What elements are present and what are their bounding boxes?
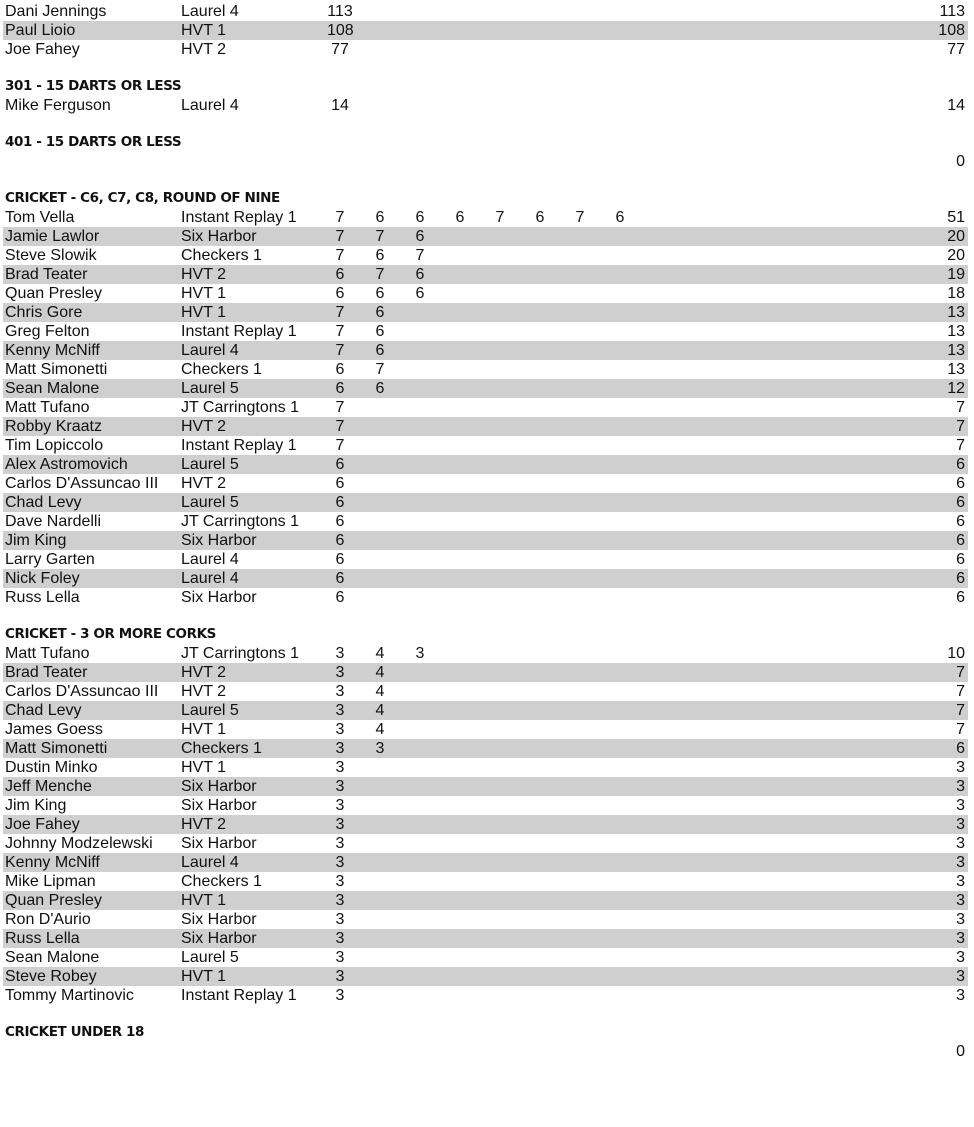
score-cell: 6 xyxy=(375,285,385,302)
score-cell: 3 xyxy=(415,645,425,662)
score-cell: 3 xyxy=(335,702,345,719)
score-cell: 6 xyxy=(335,551,345,568)
score-cell: 7 xyxy=(375,228,385,245)
table-row xyxy=(3,720,968,739)
row-total: 7 xyxy=(956,702,965,719)
team-name: Instant Replay 1 xyxy=(181,987,297,1004)
player-name: Tim Lopiccolo xyxy=(5,437,104,454)
team-name: HVT 1 xyxy=(181,759,227,776)
row-total: 3 xyxy=(956,835,965,852)
player-name: Chad Levy xyxy=(5,702,82,719)
player-name: Dani Jennings xyxy=(5,3,107,20)
score-cell: 6 xyxy=(615,209,625,226)
team-name: Laurel 5 xyxy=(181,380,239,397)
table-row xyxy=(3,796,968,815)
score-cell: 3 xyxy=(335,759,345,776)
table-row xyxy=(3,2,968,21)
table-row xyxy=(3,644,968,663)
row-total: 77 xyxy=(947,41,965,58)
table-row xyxy=(3,834,968,853)
player-name: Joe Fahey xyxy=(5,41,80,58)
team-name: Instant Replay 1 xyxy=(181,437,297,454)
table-row xyxy=(3,967,968,986)
team-name: Laurel 4 xyxy=(181,3,239,20)
score-cell: 3 xyxy=(335,911,345,928)
player-name: Jamie Lawlor xyxy=(5,228,100,245)
row-total: 3 xyxy=(956,759,965,776)
team-name: HVT 2 xyxy=(181,418,227,435)
table-row xyxy=(3,512,968,531)
score-cell: 4 xyxy=(375,683,385,700)
table-row xyxy=(3,777,968,796)
score-cell: 7 xyxy=(335,418,345,435)
table-row xyxy=(3,21,968,40)
score-cell: 3 xyxy=(375,740,385,757)
team-name: Laurel 5 xyxy=(181,494,239,511)
row-total: 7 xyxy=(956,418,965,435)
player-name: Mike Ferguson xyxy=(5,97,111,114)
row-total: 108 xyxy=(938,22,965,39)
table-row xyxy=(3,40,968,59)
team-name: Laurel 4 xyxy=(181,551,239,568)
row-total: 3 xyxy=(956,930,965,947)
score-cell: 3 xyxy=(335,873,345,890)
score-cell: 6 xyxy=(335,475,345,492)
team-name: Laurel 4 xyxy=(181,854,239,871)
player-name: Matt Tufano xyxy=(5,399,90,416)
score-cell: 7 xyxy=(335,209,345,226)
player-name: Paul Lioio xyxy=(5,22,76,39)
table-row xyxy=(3,531,968,550)
table-row xyxy=(3,284,968,303)
row-total: 3 xyxy=(956,816,965,833)
table-row xyxy=(3,948,968,967)
team-name: Laurel 5 xyxy=(181,456,239,473)
team-name: HVT 2 xyxy=(181,475,227,492)
row-total: 3 xyxy=(956,968,965,985)
row-total: 7 xyxy=(956,437,965,454)
stats-sheet xyxy=(3,2,968,1061)
table-row xyxy=(3,682,968,701)
player-name: Carlos D'Assuncao III xyxy=(5,683,159,700)
score-cell: 6 xyxy=(335,266,345,283)
table-row xyxy=(3,853,968,872)
score-cell: 6 xyxy=(455,209,465,226)
row-total: 51 xyxy=(947,209,965,226)
score-cell: 6 xyxy=(375,342,385,359)
score-cell: 6 xyxy=(335,570,345,587)
score-cell: 3 xyxy=(335,949,345,966)
score-cell: 4 xyxy=(375,664,385,681)
team-name: Checkers 1 xyxy=(181,247,262,264)
table-row xyxy=(3,588,968,607)
table-row xyxy=(3,569,968,588)
score-cell: 3 xyxy=(335,968,345,985)
score-cell: 108 xyxy=(327,22,354,39)
row-total: 18 xyxy=(947,285,965,302)
table-row xyxy=(3,360,968,379)
player-name: Nick Foley xyxy=(5,570,80,587)
score-cell: 3 xyxy=(335,721,345,738)
player-name: Matt Tufano xyxy=(5,645,90,662)
table-row xyxy=(3,815,968,834)
score-cell: 7 xyxy=(575,209,585,226)
player-name: Sean Malone xyxy=(5,380,100,397)
player-name: Dustin Minko xyxy=(5,759,98,776)
row-total: 6 xyxy=(956,551,965,568)
team-name: HVT 1 xyxy=(181,22,227,39)
player-name: Sean Malone xyxy=(5,949,100,966)
score-cell: 3 xyxy=(335,892,345,909)
table-row xyxy=(3,986,968,1005)
team-name: Checkers 1 xyxy=(181,740,262,757)
score-cell: 3 xyxy=(335,835,345,852)
table-row xyxy=(3,663,968,682)
score-cell: 3 xyxy=(335,645,345,662)
player-name: Chad Levy xyxy=(5,494,82,511)
row-total: 6 xyxy=(956,475,965,492)
score-cell: 4 xyxy=(375,702,385,719)
row-total: 3 xyxy=(956,778,965,795)
score-cell: 7 xyxy=(335,228,345,245)
score-cell: 7 xyxy=(335,342,345,359)
row-total: 113 xyxy=(939,3,965,20)
team-name: Checkers 1 xyxy=(181,873,262,890)
score-cell: 4 xyxy=(375,721,385,738)
row-total: 3 xyxy=(956,873,965,890)
table-row xyxy=(3,96,968,115)
team-name: Six Harbor xyxy=(181,835,257,852)
team-name: Laurel 4 xyxy=(181,570,239,587)
table-row xyxy=(3,227,968,246)
table-row xyxy=(3,246,968,265)
team-name: HVT 2 xyxy=(181,816,227,833)
score-cell: 7 xyxy=(375,266,385,283)
row-total: 3 xyxy=(956,949,965,966)
table-row xyxy=(3,550,968,569)
team-name: JT Carringtons 1 xyxy=(181,513,299,530)
score-cell: 7 xyxy=(415,247,425,264)
player-name: Dave Nardelli xyxy=(5,513,102,530)
score-cell: 3 xyxy=(335,930,345,947)
score-cell: 3 xyxy=(335,664,345,681)
table-row xyxy=(3,493,968,512)
row-total: 3 xyxy=(956,797,965,814)
team-name: Six Harbor xyxy=(181,930,257,947)
score-cell: 7 xyxy=(335,304,345,321)
player-name: Quan Presley xyxy=(5,892,102,909)
team-name: HVT 1 xyxy=(181,721,227,738)
table-row xyxy=(3,872,968,891)
player-name: Brad Teater xyxy=(5,266,88,283)
section-total-row xyxy=(3,152,968,171)
player-name: Joe Fahey xyxy=(5,816,80,833)
score-cell: 3 xyxy=(335,683,345,700)
score-cell: 6 xyxy=(375,209,385,226)
row-total: 13 xyxy=(947,361,965,378)
row-total: 6 xyxy=(956,532,965,549)
score-cell: 6 xyxy=(335,285,345,302)
row-total: 3 xyxy=(956,987,965,1004)
table-row xyxy=(3,322,968,341)
table-row xyxy=(3,303,968,322)
score-cell: 6 xyxy=(335,494,345,511)
row-total: 13 xyxy=(947,304,965,321)
team-name: Checkers 1 xyxy=(181,361,262,378)
row-total: 14 xyxy=(947,97,965,114)
stats-section xyxy=(3,77,968,115)
player-name: Jeff Menche xyxy=(5,778,92,795)
team-name: HVT 1 xyxy=(181,892,227,909)
score-cell: 3 xyxy=(335,797,345,814)
player-name: Brad Teater xyxy=(5,664,88,681)
table-row xyxy=(3,910,968,929)
team-name: Instant Replay 1 xyxy=(181,209,297,226)
row-total: 7 xyxy=(956,683,965,700)
player-name: Tommy Martinovic xyxy=(5,987,134,1004)
stats-section xyxy=(3,2,968,59)
team-name: HVT 1 xyxy=(181,968,227,985)
row-total: 6 xyxy=(956,494,965,511)
player-name: Larry Garten xyxy=(5,551,95,568)
player-name: Alex Astromovich xyxy=(5,456,128,473)
score-cell: 3 xyxy=(335,740,345,757)
stats-section xyxy=(3,625,968,1005)
score-cell: 6 xyxy=(415,209,425,226)
stats-section xyxy=(3,133,968,171)
team-name: Laurel 5 xyxy=(181,702,239,719)
row-total: 6 xyxy=(956,589,965,606)
row-total: 3 xyxy=(956,854,965,871)
team-name: Instant Replay 1 xyxy=(181,323,297,340)
team-name: Six Harbor xyxy=(181,911,257,928)
row-total: 20 xyxy=(947,247,965,264)
player-name: Robby Kraatz xyxy=(5,418,102,435)
table-row xyxy=(3,265,968,284)
team-name: Laurel 5 xyxy=(181,949,239,966)
player-name: Kenny McNiff xyxy=(5,854,100,871)
score-cell: 6 xyxy=(335,589,345,606)
stats-section xyxy=(3,1023,968,1061)
team-name: Six Harbor xyxy=(181,228,257,245)
table-row xyxy=(3,758,968,777)
table-row xyxy=(3,398,968,417)
score-cell: 6 xyxy=(335,513,345,530)
player-name: Quan Presley xyxy=(5,285,102,302)
score-cell: 6 xyxy=(335,532,345,549)
team-name: Six Harbor xyxy=(181,532,257,549)
score-cell: 7 xyxy=(335,323,345,340)
row-total: 6 xyxy=(956,570,965,587)
player-name: Carlos D'Assuncao III xyxy=(5,475,159,492)
player-name: Jim King xyxy=(5,532,67,549)
table-row xyxy=(3,341,968,360)
score-cell: 6 xyxy=(375,380,385,397)
stats-section xyxy=(3,189,968,607)
score-cell: 6 xyxy=(535,209,545,226)
score-cell: 6 xyxy=(335,380,345,397)
score-cell: 6 xyxy=(375,247,385,264)
score-cell: 7 xyxy=(335,247,345,264)
section-title: CRICKET UNDER 18 xyxy=(5,1024,144,1040)
row-total: 3 xyxy=(956,892,965,909)
team-name: Laurel 4 xyxy=(181,342,239,359)
score-cell: 7 xyxy=(375,361,385,378)
team-name: JT Carringtons 1 xyxy=(181,645,299,662)
section-total: 0 xyxy=(956,153,965,170)
score-cell: 113 xyxy=(327,3,353,20)
row-total: 7 xyxy=(956,721,965,738)
team-name: HVT 2 xyxy=(181,41,227,58)
score-cell: 6 xyxy=(415,285,425,302)
score-cell: 6 xyxy=(375,304,385,321)
team-name: HVT 2 xyxy=(181,664,227,681)
score-cell: 77 xyxy=(331,41,349,58)
section-title: 301 - 15 DARTS OR LESS xyxy=(5,78,182,94)
score-cell: 7 xyxy=(335,437,345,454)
row-total: 12 xyxy=(947,380,965,397)
table-row xyxy=(3,701,968,720)
table-row xyxy=(3,436,968,455)
score-cell: 6 xyxy=(335,361,345,378)
player-name: Mike Lipman xyxy=(5,873,96,890)
row-total: 3 xyxy=(956,911,965,928)
table-row xyxy=(3,455,968,474)
row-total: 20 xyxy=(947,228,965,245)
team-name: Six Harbor xyxy=(181,797,257,814)
score-cell: 6 xyxy=(415,228,425,245)
player-name: Johnny Modzelewski xyxy=(5,835,153,852)
player-name: Steve Robey xyxy=(5,968,97,985)
row-total: 13 xyxy=(947,342,965,359)
table-row xyxy=(3,929,968,948)
table-row xyxy=(3,739,968,758)
team-name: HVT 2 xyxy=(181,266,227,283)
row-total: 10 xyxy=(947,645,965,662)
player-name: Russ Lella xyxy=(5,930,80,947)
team-name: HVT 2 xyxy=(181,683,227,700)
team-name: Laurel 4 xyxy=(181,97,239,114)
player-name: Steve Slowik xyxy=(5,247,97,264)
team-name: JT Carringtons 1 xyxy=(181,399,299,416)
team-name: Six Harbor xyxy=(181,589,257,606)
score-cell: 3 xyxy=(335,816,345,833)
score-cell: 3 xyxy=(335,854,345,871)
score-cell: 3 xyxy=(335,778,345,795)
section-title: CRICKET - C6, C7, C8, ROUND OF NINE xyxy=(5,190,280,206)
row-total: 6 xyxy=(956,513,965,530)
score-cell: 6 xyxy=(375,323,385,340)
table-row xyxy=(3,208,968,227)
row-total: 19 xyxy=(947,266,965,283)
table-row xyxy=(3,379,968,398)
table-row xyxy=(3,417,968,436)
player-name: Chris Gore xyxy=(5,304,83,321)
table-row xyxy=(3,891,968,910)
score-cell: 14 xyxy=(331,97,349,114)
player-name: Matt Simonetti xyxy=(5,361,108,378)
row-total: 7 xyxy=(956,399,965,416)
player-name: Jim King xyxy=(5,797,67,814)
row-total: 6 xyxy=(956,456,965,473)
table-row xyxy=(3,474,968,493)
team-name: Six Harbor xyxy=(181,778,257,795)
player-name: Ron D'Aurio xyxy=(5,911,91,928)
player-name: James Goess xyxy=(5,721,103,738)
score-cell: 6 xyxy=(335,456,345,473)
player-name: Tom Vella xyxy=(5,209,75,226)
section-title: CRICKET - 3 OR MORE CORKS xyxy=(5,626,216,642)
player-name: Russ Lella xyxy=(5,589,80,606)
player-name: Greg Felton xyxy=(5,323,90,340)
team-name: HVT 1 xyxy=(181,304,227,321)
player-name: Matt Simonetti xyxy=(5,740,108,757)
section-total: 0 xyxy=(956,1043,965,1060)
section-title: 401 - 15 DARTS OR LESS xyxy=(5,134,182,150)
player-name: Kenny McNiff xyxy=(5,342,100,359)
score-cell: 7 xyxy=(335,399,345,416)
team-name: HVT 1 xyxy=(181,285,227,302)
score-cell: 4 xyxy=(375,645,385,662)
score-cell: 3 xyxy=(335,987,345,1004)
row-total: 7 xyxy=(956,664,965,681)
score-cell: 7 xyxy=(495,209,505,226)
row-total: 6 xyxy=(956,740,965,757)
score-cell: 6 xyxy=(415,266,425,283)
section-total-row xyxy=(3,1042,968,1061)
row-total: 13 xyxy=(947,323,965,340)
